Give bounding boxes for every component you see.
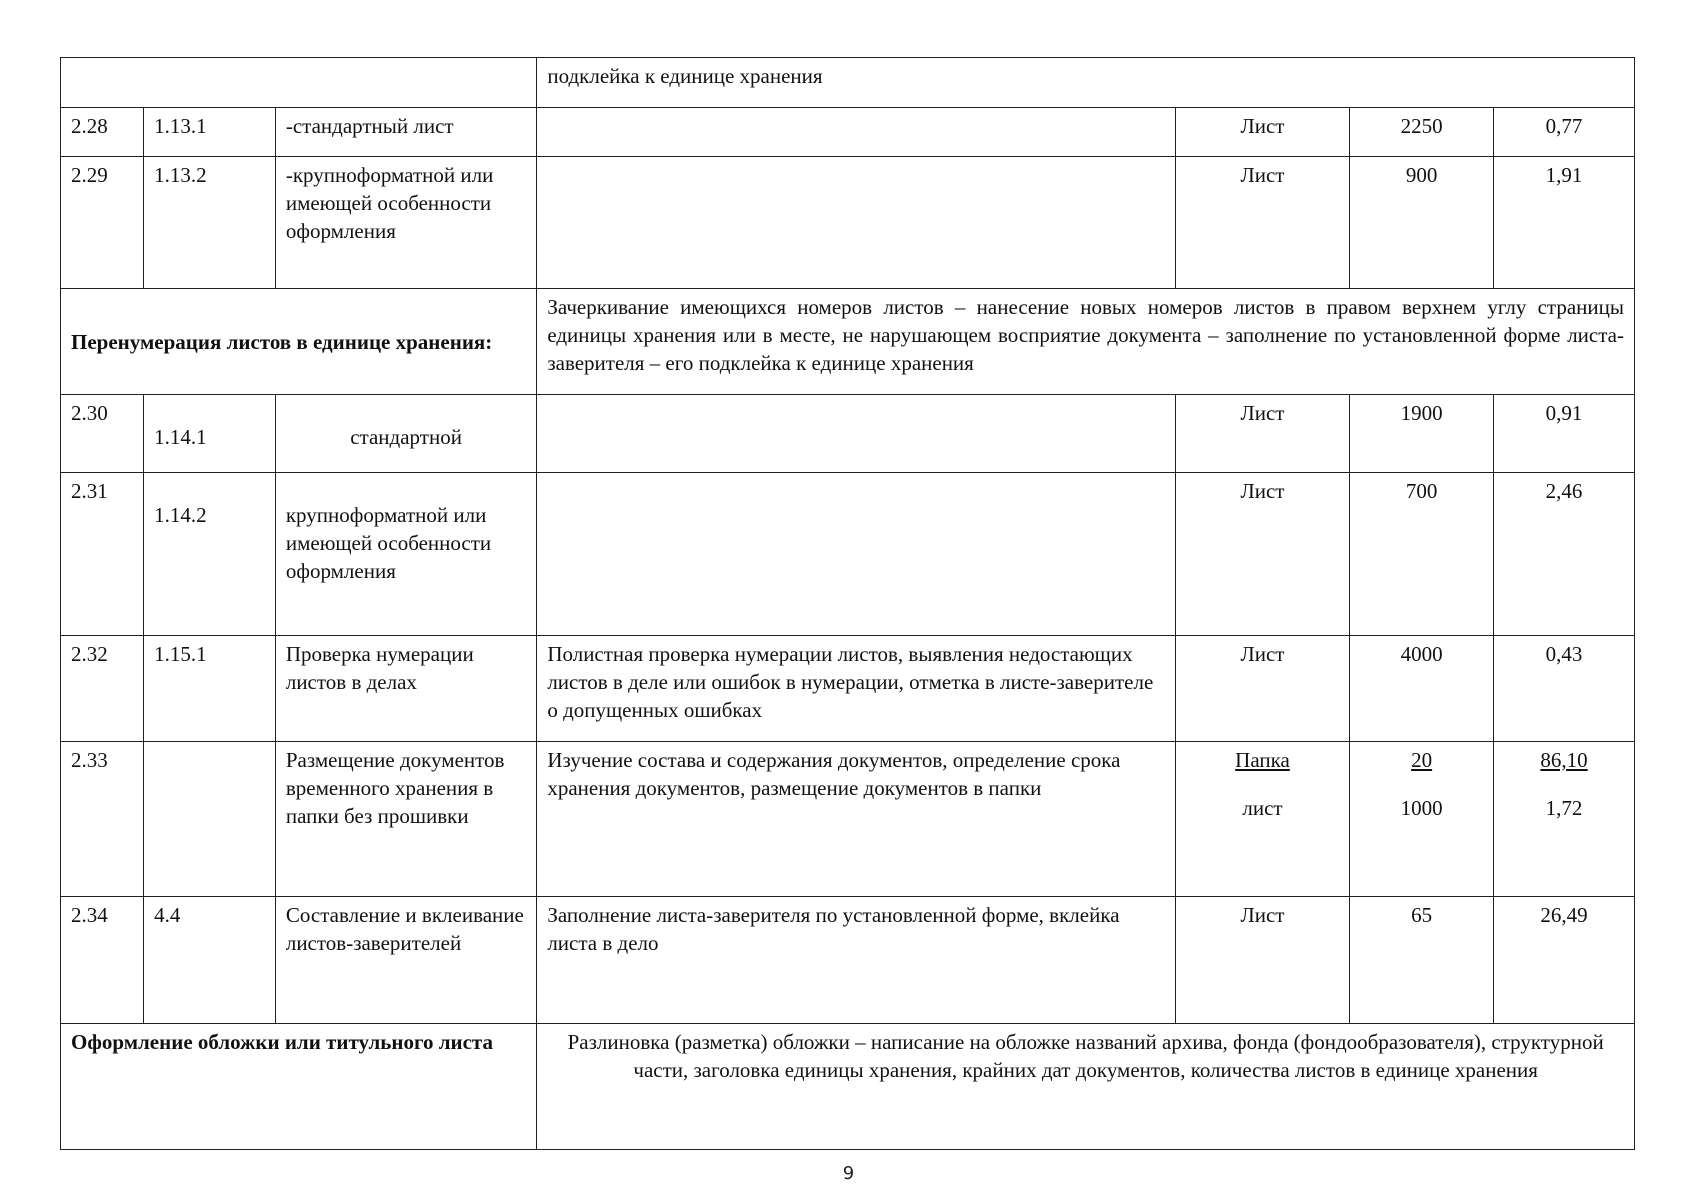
unit-numerator: Папка	[1235, 748, 1290, 772]
cell-number: 2.29	[61, 157, 144, 289]
cell-norm: 1900	[1350, 395, 1494, 473]
unit-denominator: лист	[1242, 796, 1283, 820]
cell-unit: Лист	[1175, 897, 1349, 1024]
empty-cell	[61, 58, 537, 108]
norm-numerator: 20	[1411, 748, 1433, 772]
cell-description	[537, 108, 1176, 157]
cell-unit: Лист	[1175, 157, 1349, 289]
cell-name: -стандартный лист	[275, 108, 536, 157]
cell-price: 2,46	[1494, 473, 1635, 636]
cell-norm: 2250	[1350, 108, 1494, 157]
price-denominator: 1,72	[1545, 796, 1583, 820]
cell-code	[144, 742, 276, 897]
cell-description	[537, 473, 1176, 636]
page-number: 9	[842, 1163, 855, 1184]
cell-code: 1.14.2	[144, 473, 276, 636]
section-description: Зачеркивание имеющихся номеров листов – нанесение новых номеров листов в правом верхнем углу страницы единицы хранения или в месте, не нарушающем восприятие документа – заполнение по установленной форме листа-заверителя – его подклейка к единице хранения	[537, 289, 1635, 395]
section-row	[61, 1024, 1635, 1150]
table-row	[61, 395, 1635, 473]
table-row	[61, 58, 1635, 108]
cell-description	[537, 395, 1176, 473]
cell-number: 2.32	[61, 636, 144, 742]
cell-price: 1,91	[1494, 157, 1635, 289]
table-row	[61, 636, 1635, 742]
cell-price: 0,43	[1494, 636, 1635, 742]
cell-unit: Лист	[1175, 636, 1349, 742]
cell-norm: 900	[1350, 157, 1494, 289]
fraction-gap	[1186, 774, 1339, 794]
cell-norm	[1350, 742, 1494, 897]
cell-number: 2.33	[61, 742, 144, 897]
fraction-gap	[1360, 774, 1483, 794]
cell-number: 2.28	[61, 108, 144, 157]
cell-name: Составление и вклеивание листов-заверителей	[275, 897, 536, 1024]
cell-norm: 4000	[1350, 636, 1494, 742]
cell-name: крупноформатной или имеющей особенности оформления	[275, 473, 536, 636]
section-title: Перенумерация листов в единице хранения:	[61, 289, 537, 395]
cell-price: 0,77	[1494, 108, 1635, 157]
table-row	[61, 473, 1635, 636]
cell-name: Размещение документов временного хранения в папки без прошивки	[275, 742, 536, 897]
cell-price	[1494, 742, 1635, 897]
cell-price: 0,91	[1494, 395, 1635, 473]
price-numerator: 86,10	[1540, 748, 1588, 772]
table-row	[61, 108, 1635, 157]
section-description: Разлиновка (разметка) обложки – написание на обложке названий архива, фонда (фондообразователя), структурной части, заголовка единицы хранения, крайних дат документов, количества листов в единице хранения	[537, 1024, 1635, 1150]
cell-code: 4.4	[144, 897, 276, 1024]
section-title: Оформление обложки или титульного листа	[61, 1024, 537, 1150]
cell-name: -крупноформатной или имеющей особенности оформления	[275, 157, 536, 289]
cell-norm: 65	[1350, 897, 1494, 1024]
tariff-table	[60, 57, 1635, 1150]
cell-description	[537, 157, 1176, 289]
cell-number: 2.31	[61, 473, 144, 636]
cell-number: 2.34	[61, 897, 144, 1024]
cell-description: Полистная проверка нумерации листов, выявления недостающих листов в деле или ошибок в нумерации, отметка в листе-заверителе о допущенных ошибках	[537, 636, 1176, 742]
cell-norm: 700	[1350, 473, 1494, 636]
cell-code: 1.14.1	[144, 395, 276, 473]
cell-description: подклейка к единице хранения	[537, 58, 1635, 108]
cell-price: 26,49	[1494, 897, 1635, 1024]
norm-denominator: 1000	[1400, 796, 1443, 820]
table-row	[61, 897, 1635, 1024]
cell-number: 2.30	[61, 395, 144, 473]
cell-unit: Лист	[1175, 108, 1349, 157]
cell-name: стандартной	[275, 395, 536, 473]
cell-unit: Лист	[1175, 395, 1349, 473]
cell-code: 1.13.1	[144, 108, 276, 157]
cell-code: 1.13.2	[144, 157, 276, 289]
cell-code: 1.15.1	[144, 636, 276, 742]
cell-description: Заполнение листа-заверителя по установленной форме, вклейка листа в дело	[537, 897, 1176, 1024]
fraction-gap	[1504, 774, 1624, 794]
table-row	[61, 157, 1635, 289]
cell-description: Изучение состава и содержания документов, определение срока хранения документов, размещение документов в папки	[537, 742, 1176, 897]
section-row	[61, 289, 1635, 395]
cell-unit	[1175, 742, 1349, 897]
cell-unit: Лист	[1175, 473, 1349, 636]
cell-name: Проверка нумерации листов в делах	[275, 636, 536, 742]
table-row	[61, 742, 1635, 897]
